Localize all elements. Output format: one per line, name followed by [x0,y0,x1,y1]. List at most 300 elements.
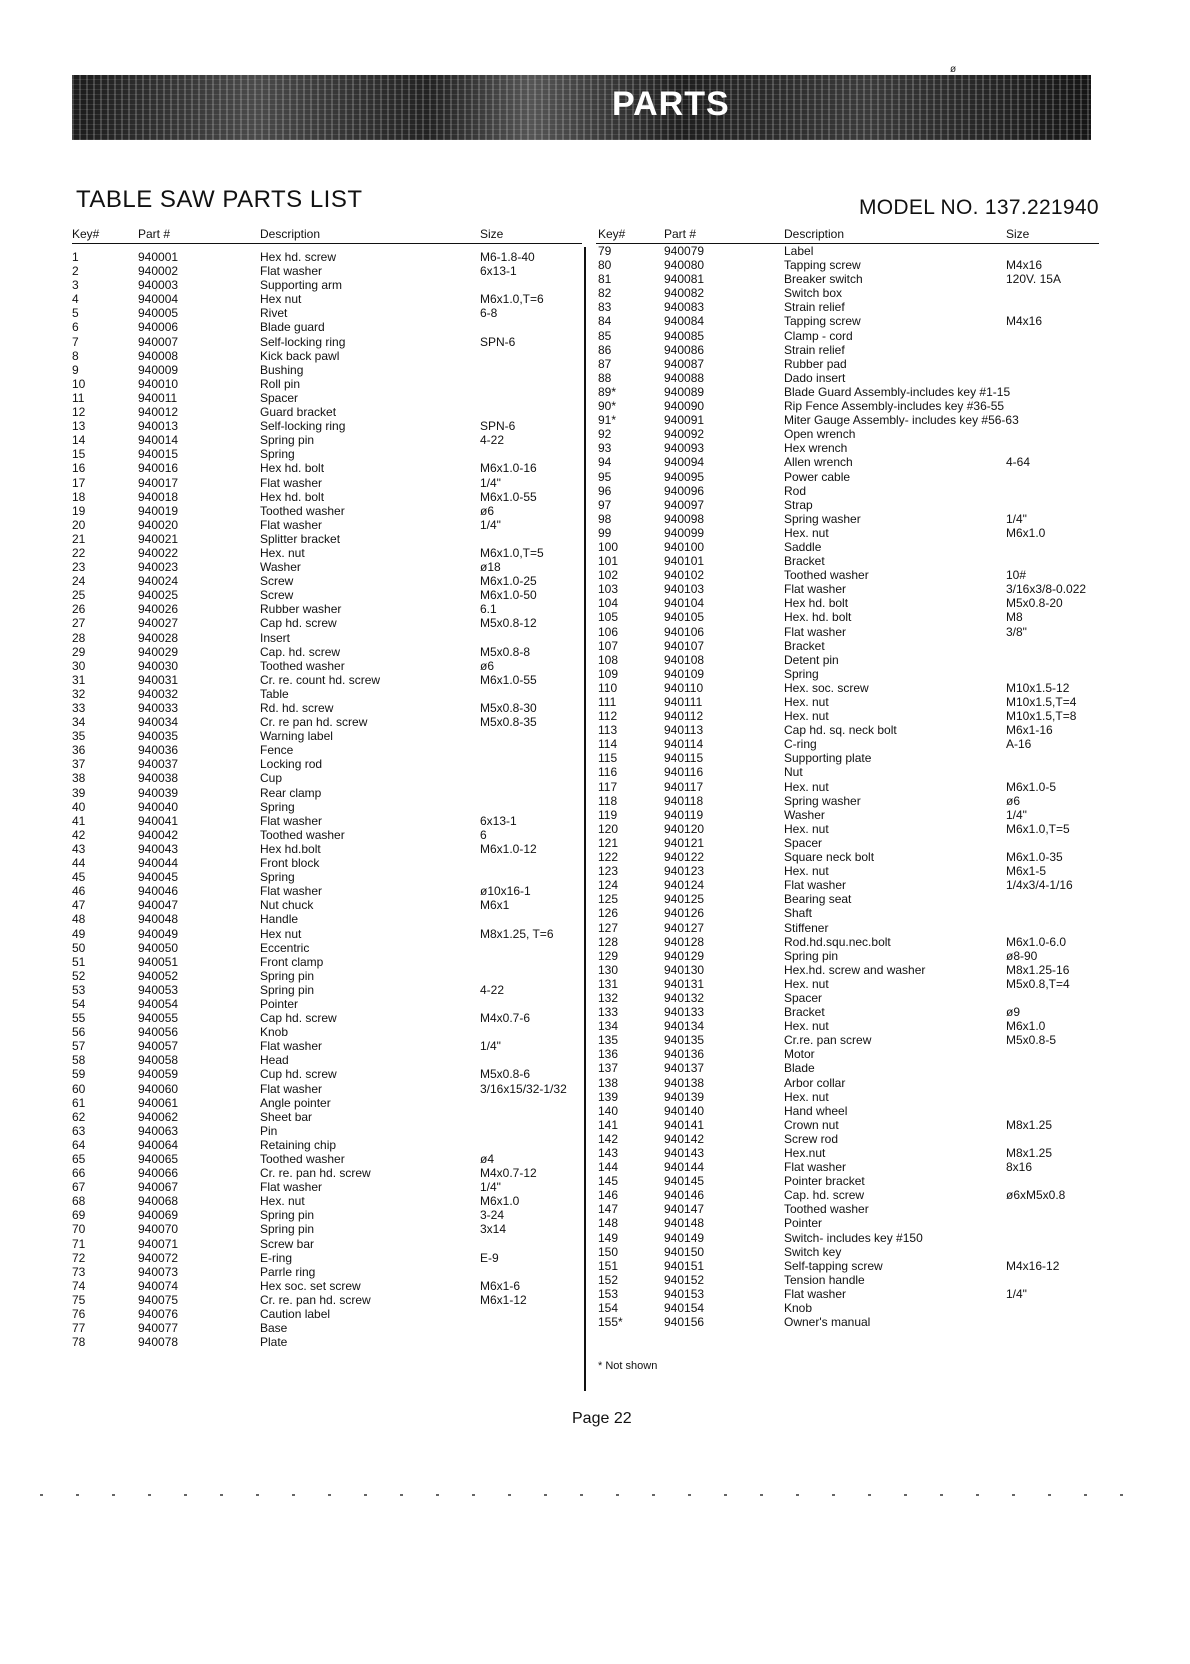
table-row [596,1231,1099,1245]
row-size: M10x1.5,T=4 [1006,695,1077,709]
row-key: 99 [598,525,612,540]
row-description: Cr. re. pan hd. screw [260,1292,371,1307]
table-row [72,1025,582,1039]
table-row [72,546,582,560]
header-size: Size [1006,227,1030,241]
row-key: 57 [72,1039,86,1054]
row-description: Pointer [260,996,299,1011]
row-part-number: 940121 [664,835,705,850]
row-size: M6x1.0,T=5 [1006,821,1070,836]
row-size: ø6xM5x0.8 [1006,1188,1066,1203]
table-row [72,264,582,278]
parts-table-left [72,227,582,1349]
table-row [72,433,582,447]
row-part-number: 940020 [138,517,179,532]
row-part-number: 940106 [664,624,705,639]
row-description: Blade guard [260,320,325,335]
row-description: Hex hd. bolt [260,489,325,504]
row-description: Spring pin [260,1222,315,1237]
row-description: Plate [260,1335,288,1350]
table-row [596,892,1099,906]
row-description: Motor [784,1047,815,1062]
row-description: Bracket [784,554,825,569]
row-part-number: 940007 [138,334,179,349]
row-size: M6x1.0-16 [480,461,537,476]
row-description: Spring washer [784,793,861,808]
row-part-number: 940128 [664,934,705,949]
row-description: Cap hd. screw [260,616,337,631]
row-size: M4x0.7-6 [480,1011,531,1026]
row-part-number: 940107 [664,638,705,653]
header-key: Key# [598,227,626,241]
row-size: A-16 [1006,737,1032,752]
table-row [596,625,1099,639]
row-size: M6x1.0 [1006,1019,1046,1034]
row-part-number: 940033 [138,701,179,715]
table-row [72,1222,582,1236]
row-key: 79 [598,244,612,258]
row-key: 151 [598,1258,619,1273]
row-description: Allen wrench [784,455,853,470]
row-part-number: 940036 [138,743,179,758]
row-part-number: 940062 [138,1109,179,1124]
row-description: Locking rod [260,757,323,772]
row-part-number: 940066 [138,1166,179,1181]
row-key: 72 [72,1250,86,1265]
table-row [72,1194,582,1208]
row-key: 139 [598,1089,619,1104]
row-size: 1/4" [1006,807,1027,822]
row-description: Spring [260,447,295,462]
table-row [72,814,582,828]
row-part-number: 940123 [664,864,705,879]
row-description: Spacer [260,390,299,405]
row-part-number: 940086 [664,342,705,357]
row-description: Self-tapping screw [784,1258,883,1273]
row-description: Shaft [784,906,813,921]
row-description: Toothed washer [260,503,345,518]
row-part-number: 940042 [138,827,179,842]
row-description: Screw [260,588,294,603]
row-part-number: 940116 [664,765,704,780]
row-part-number: 940132 [664,990,705,1005]
row-size: M6x1.0-25 [480,574,537,589]
row-key: 82 [598,286,612,301]
row-key: 42 [72,827,86,842]
row-size: M5x0.8-30 [480,701,537,715]
row-part-number: 940061 [138,1095,179,1110]
row-description: E-ring [260,1250,293,1265]
table-row [596,610,1099,624]
row-description: Miter Gauge Assembly- includes key #56-63 [784,413,1019,428]
row-key: 51 [72,954,86,969]
row-part-number: 940049 [138,926,179,941]
table-row [72,800,582,814]
row-size: M6x1-16 [1006,723,1053,738]
row-size: 1/4" [480,1039,501,1054]
row-part-number: 940135 [664,1033,705,1048]
row-key: 6 [72,320,79,335]
row-size: 6 [480,827,487,842]
row-key: 58 [72,1053,86,1068]
row-part-number: 940139 [664,1089,705,1104]
row-part-number: 940079 [664,244,705,258]
row-description: Cup [260,771,283,786]
row-size: ø4 [480,1152,495,1166]
row-part-number: 940074 [138,1278,179,1293]
row-description: Spring pin [260,982,315,997]
row-size: M5x0.8-12 [480,616,537,631]
row-key: 16 [72,461,86,476]
table-row [72,560,582,574]
table-row [72,969,582,983]
row-key: 2 [72,264,79,279]
row-part-number: 940114 [664,737,704,752]
row-key: 45 [72,870,86,885]
table-row [72,659,582,673]
row-key: 7 [72,334,79,349]
row-key: 138 [598,1075,619,1090]
row-part-number: 940152 [664,1272,705,1287]
table-row [72,1138,582,1152]
header-description: Description [784,227,845,241]
row-key: 30 [72,658,86,673]
table-row [596,1188,1099,1202]
row-key: 105 [598,610,619,625]
table-row [72,1208,582,1222]
banner-label: PARTS [612,85,730,123]
row-key: 20 [72,517,86,532]
row-key: 121 [598,835,619,850]
scan-artifact-line [40,1494,1148,1496]
table-row [72,1067,582,1081]
table-row [596,850,1099,864]
row-part-number: 940148 [664,1216,705,1231]
row-description: Rd. hd. screw [260,701,334,715]
row-key: 104 [598,596,619,611]
table-row [596,977,1099,991]
table-row [596,540,1099,554]
row-size: ø6 [480,658,495,673]
row-key: 92 [598,427,612,442]
row-size: M6x1.0-55 [480,672,537,687]
row-size: ø6 [480,503,495,518]
table-row [72,941,582,955]
table-row [596,1076,1099,1090]
row-description: Screw rod [784,1131,839,1146]
row-size: M6x1.0,T=5 [480,545,544,560]
table-row [72,405,582,419]
row-key: 39 [72,785,86,800]
row-description: Rubber pad [784,356,847,371]
row-size: M5x0.8-35 [480,715,537,730]
row-key: 61 [72,1095,86,1110]
row-part-number: 940136 [664,1047,705,1062]
row-description: Breaker switch [784,272,863,287]
row-key: 9 [72,362,79,377]
row-key: 93 [598,441,612,456]
row-size: 3/16x3/8-0.022 [1006,582,1087,597]
row-part-number: 940113 [664,723,704,738]
row-key: 32 [72,686,86,701]
row-part-number: 940154 [664,1301,705,1316]
row-size: 1/4x3/4-1/16 [1006,878,1073,893]
row-description: Spring pin [260,1208,315,1223]
row-part-number: 940032 [138,686,179,701]
row-key: 155* [598,1315,623,1330]
row-part-number: 940064 [138,1137,179,1152]
row-description: Knob [784,1301,813,1316]
row-key: 56 [72,1025,86,1040]
table-row [72,856,582,870]
row-description: Screw bar [260,1236,315,1251]
row-description: Switch- includes key #150 [784,1230,923,1245]
table-row [596,286,1099,300]
row-key: 102 [598,568,619,583]
row-key: 147 [598,1202,619,1217]
row-part-number: 940125 [664,892,705,907]
row-part-number: 940001 [138,250,179,264]
row-description: Spring pin [260,968,315,983]
row-key: 18 [72,489,86,504]
row-description: Arbor collar [784,1075,846,1090]
row-part-number: 940053 [138,982,179,997]
row-part-number: 940122 [664,850,705,865]
row-key: 50 [72,940,86,955]
row-description: Splitter bracket [260,531,341,546]
row-part-number: 940131 [664,976,705,991]
row-key: 19 [72,503,86,518]
row-description: Washer [260,560,301,575]
row-part-number: 940105 [664,610,705,625]
row-description: Detent pin [784,652,839,667]
row-size: 8x16 [1006,1160,1033,1175]
row-description: Switch box [784,286,843,301]
row-size: M8x1.25, T=6 [480,926,554,941]
row-key: 124 [598,878,619,893]
row-key: 17 [72,475,86,490]
table-row [596,921,1099,935]
row-description: Strain relief [784,300,845,315]
row-key: 59 [72,1067,86,1082]
row-description: Cr. re pan hd. screw [260,715,368,730]
table-row [72,1265,582,1279]
row-key: 101 [598,554,619,569]
row-part-number: 940051 [138,954,179,969]
table-row [72,476,582,490]
row-description: Roll pin [260,376,301,391]
table-row [72,306,582,320]
table-row [596,244,1099,258]
table-row [596,1245,1099,1259]
row-description: Hex soc. set screw [260,1278,361,1293]
row-description: Rear clamp [260,785,322,800]
row-key: 21 [72,531,86,546]
row-part-number: 940039 [138,785,179,800]
row-description: Hand wheel [784,1103,848,1118]
row-size: M6-1.8-40 [480,250,535,264]
table-row [72,1096,582,1110]
row-key: 64 [72,1137,86,1152]
row-description: Cr. re. count hd. screw [260,672,381,687]
row-key: 152 [598,1272,619,1287]
row-part-number: 940089 [664,384,705,399]
row-part-number: 940149 [664,1230,705,1245]
row-key: 31 [72,672,86,687]
header-key: Key# [72,227,100,241]
row-part-number: 940115 [664,751,704,766]
table-row [596,723,1099,737]
table-row [596,343,1099,357]
page-title: TABLE SAW PARTS LIST [76,186,363,213]
table-row [596,653,1099,667]
table-row [596,949,1099,963]
row-part-number: 940058 [138,1053,179,1068]
row-key: 60 [72,1081,86,1096]
row-description: Cap. hd. screw [260,644,341,659]
row-description: Hex.nut [784,1146,826,1160]
row-part-number: 940027 [138,616,179,631]
row-key: 98 [598,511,612,526]
row-description: Front clamp [260,954,324,969]
table-row [596,399,1099,413]
row-size: E-9 [480,1250,499,1265]
row-part-number: 940145 [664,1174,705,1189]
row-part-number: 940146 [664,1188,705,1203]
table-row [596,737,1099,751]
table-row [72,250,582,264]
row-description: Hex hd.bolt [260,841,321,856]
row-description: Retaining chip [260,1137,337,1152]
row-size: 6x13-1 [480,264,517,279]
row-description: Blade [784,1061,815,1076]
row-description: Flat washer [784,582,847,597]
row-part-number: 940141 [664,1117,705,1132]
parts-table-right [596,227,1099,1329]
table-row [72,743,582,757]
row-description: Pointer [784,1216,823,1231]
row-key: 149 [598,1230,619,1245]
row-part-number: 940069 [138,1208,179,1223]
row-key: 29 [72,644,86,659]
row-size: SPN-6 [480,419,516,434]
row-key: 137 [598,1061,619,1076]
row-size: M10x1.5-12 [1006,680,1070,695]
row-key: 71 [72,1236,86,1251]
row-key: 83 [598,300,612,315]
row-key: 11 [72,390,85,405]
row-key: 73 [72,1264,86,1279]
row-key: 94 [598,455,612,470]
row-key: 132 [598,990,619,1005]
row-key: 128 [598,934,619,949]
row-description: Spring pin [260,433,315,448]
row-key: 143 [598,1146,619,1160]
row-key: 4 [72,292,79,307]
row-description: Flat washer [260,884,323,899]
row-description: Eccentric [260,940,310,955]
row-description: Hex. nut [784,976,829,991]
row-size: M10x1.5,T=8 [1006,709,1077,724]
table-row [596,1146,1099,1160]
row-part-number: 940144 [664,1160,705,1175]
row-part-number: 940067 [138,1180,179,1195]
row-key: 154 [598,1301,619,1316]
row-part-number: 940096 [664,483,705,498]
row-size: M6x1.0-50 [480,588,537,603]
table-row [596,329,1099,343]
row-part-number: 940111 [664,695,703,709]
row-size: 6x13-1 [480,813,517,828]
table-row [596,470,1099,484]
row-key: 68 [72,1194,86,1209]
row-description: Rod.hd.squ.nec.bolt [784,934,891,949]
row-part-number: 940126 [664,906,705,921]
row-part-number: 940151 [664,1258,705,1273]
table-row [72,1307,582,1321]
row-key: 15 [72,447,86,462]
row-part-number: 940068 [138,1194,179,1209]
row-key: 114 [598,737,618,752]
row-size: 3x14 [480,1222,507,1237]
row-part-number: 940147 [664,1202,705,1217]
row-part-number: 940030 [138,658,179,673]
row-description: Blade Guard Assembly-includes key #1-15 [784,384,1011,399]
table-row [596,1301,1099,1315]
row-description: Hex. nut [784,709,829,724]
row-description: Flat washer [260,517,323,532]
row-part-number: 940153 [664,1286,705,1301]
row-part-number: 940052 [138,968,179,983]
table-row [72,757,582,771]
table-row [596,371,1099,385]
row-part-number: 940080 [664,258,705,273]
row-size: M6x1 [480,898,510,913]
row-description: Supporting arm [260,278,343,293]
row-description: Screw [260,574,294,589]
table-row [72,1180,582,1194]
table-row [596,864,1099,878]
row-part-number: 940093 [664,441,705,456]
row-part-number: 940100 [664,539,705,554]
table-row [72,828,582,842]
row-part-number: 940041 [138,813,179,828]
row-part-number: 940094 [664,455,705,470]
row-part-number: 940003 [138,278,179,293]
row-key: 76 [72,1307,86,1322]
table-row [596,427,1099,441]
table-row [596,822,1099,836]
table-header [72,227,582,243]
header-description: Description [260,227,321,241]
row-description: Hex hd. bolt [784,596,849,611]
row-description: Crown nut [784,1117,839,1132]
row-key: 43 [72,841,86,856]
row-description: Handle [260,912,299,927]
table-row [72,884,582,898]
table-row [596,596,1099,610]
table-row [596,1315,1099,1329]
row-size: M6x1-12 [480,1292,527,1307]
table-row [596,878,1099,892]
row-size: 1/4" [480,517,501,532]
table-row [596,639,1099,653]
row-part-number: 940025 [138,588,179,603]
row-description: Dado insert [784,370,846,385]
parts-banner [72,75,1091,140]
table-row [596,681,1099,695]
table-row [72,1251,582,1265]
